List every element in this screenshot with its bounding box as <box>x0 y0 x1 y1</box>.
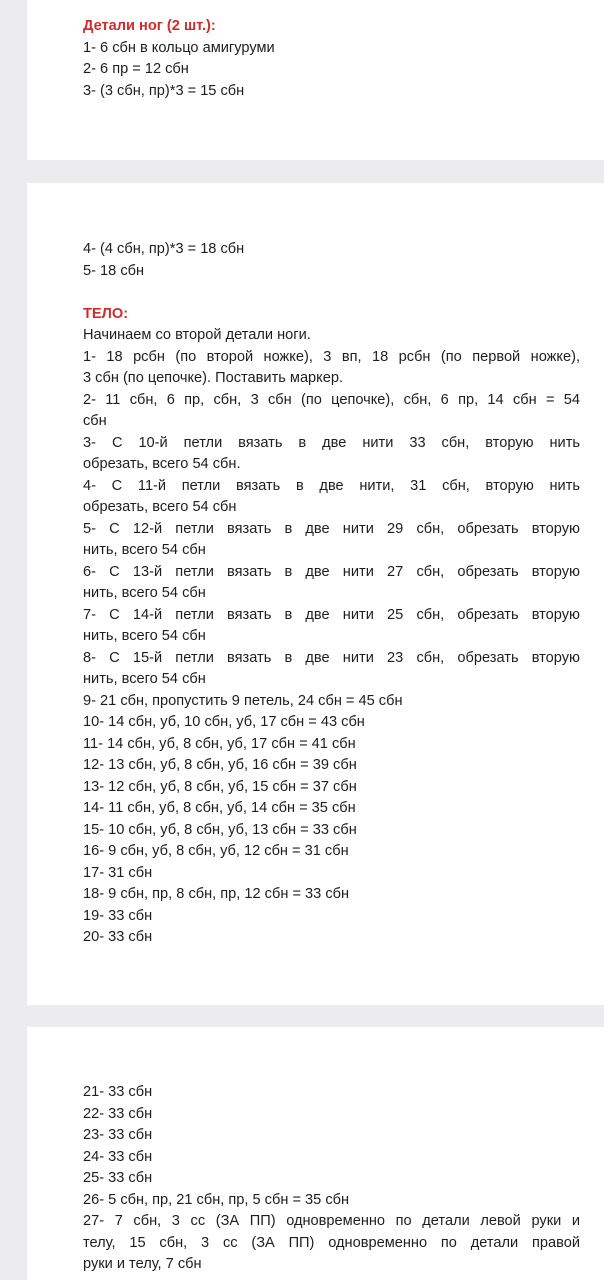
document-page-3 <box>27 1027 604 1280</box>
text-line: 3 сбн (по цепочке). Поставить маркер. <box>83 370 344 386</box>
text-line: 3- С 10-й петли вязать в две нити 33 сбн, вторую нить <box>83 434 580 451</box>
text-line: 18- 9 сбн, пр, 8 сбн, пр, 12 сбн = 33 сбн <box>83 886 350 902</box>
paragraph-gap <box>83 282 580 304</box>
document-page-1 <box>27 0 604 160</box>
text-line: нить, всего 54 сбн <box>83 542 206 558</box>
text-line: 8- С 15-й петли вязать в две нити 23 сбн, обрезать вторую <box>83 649 580 666</box>
text-line: 7- С 14-й петли вязать в две нити 25 сбн, обрезать вторую <box>83 606 580 623</box>
text-line: 19- 33 сбн <box>83 907 153 924</box>
text-line: 5- 18 сбн <box>83 262 145 279</box>
text-line: 4- С 11-й петли вязать в две нити, 31 сбн, вторую нить <box>83 477 580 494</box>
section-heading-body: ТЕЛО: <box>83 305 129 322</box>
text-line: нить, всего 54 сбн <box>83 585 206 601</box>
text-line: 5- С 12-й петли вязать в две нити 29 сбн, обрезать вторую <box>83 520 580 537</box>
text-line: 20- 33 сбн <box>83 929 153 945</box>
text-line: 10- 14 сбн, уб, 10 сбн, уб, 17 сбн = 43 сбн <box>83 714 365 730</box>
text-line: нить, всего 54 сбн <box>83 628 206 644</box>
text-line: 17- 31 сбн <box>83 864 153 881</box>
text-line: 4- (4 сбн, пр)*3 = 18 сбн <box>83 241 245 257</box>
text-line: 21- 33 сбн <box>83 1084 153 1100</box>
text-line: 12- 13 сбн, уб, 8 сбн, уб, 16 сбн = 39 сбн <box>83 757 357 773</box>
text-line: 6- С 13-й петли вязать в две нити 27 сбн, обрезать вторую <box>83 563 580 580</box>
text-line: 1- 18 рсбн (по второй ножке), 3 вп, 18 рсбн (по первой ножке), <box>83 348 580 365</box>
text-line: обрезать, всего 54 сбн. <box>83 456 241 472</box>
text-line: 24- 33 сбн <box>83 1148 153 1165</box>
document-page-2 <box>27 183 604 1005</box>
text-line: 25- 33 сбн <box>83 1170 153 1186</box>
text-line: сбн <box>83 413 107 429</box>
text-line: 2- 11 сбн, 6 пр, сбн, 3 сбн (по цепочке), сбн, 6 пр, 14 сбн = 54 <box>83 391 580 408</box>
text-line: телу, 15 сбн, 3 сс (ЗА ПП) одновременно по детали правой <box>83 1234 580 1251</box>
text-line: 14- 11 сбн, уб, 8 сбн, уб, 14 сбн = 35 сбн <box>83 800 356 816</box>
text-line: 15- 10 сбн, уб, 8 сбн, уб, 13 сбн = 33 сбн <box>83 821 357 838</box>
text-line: нить, всего 54 сбн <box>83 671 206 687</box>
text-line: 27- 7 сбн, 3 сс (ЗА ПП) одновременно по детали левой руки и <box>83 1213 580 1229</box>
text-line: 13- 12 сбн, уб, 8 сбн, уб, 15 сбн = 37 сбн <box>83 778 357 795</box>
text-line: 16- 9 сбн, уб, 8 сбн, уб, 12 сбн = 31 сбн <box>83 843 349 859</box>
text-line: 2- 6 пр = 12 сбн <box>83 61 189 77</box>
text-line: 23- 33 сбн <box>83 1127 153 1143</box>
text-line: руки и телу, 7 сбн <box>83 1256 202 1272</box>
text-line: 22- 33 сбн <box>83 1105 153 1122</box>
text-line: Начинаем со второй детали ноги. <box>83 327 311 343</box>
text-line: обрезать, всего 54 сбн <box>83 499 237 515</box>
text-line: 3- (3 сбн, пр)*3 = 15 сбн <box>83 82 245 99</box>
text-line: 26- 5 сбн, пр, 21 сбн, пр, 5 сбн = 35 сбн <box>83 1191 350 1208</box>
text-line: 11- 14 сбн, уб, 8 сбн, уб, 17 сбн = 41 сбн <box>83 735 356 752</box>
text-line: 1- 6 сбн в кольцо амигуруми <box>83 39 275 56</box>
text-line: 9- 21 сбн, пропустить 9 петель, 24 сбн = 45 сбн <box>83 692 403 709</box>
section-heading-legs: Детали ног (2 шт.): <box>83 18 216 34</box>
